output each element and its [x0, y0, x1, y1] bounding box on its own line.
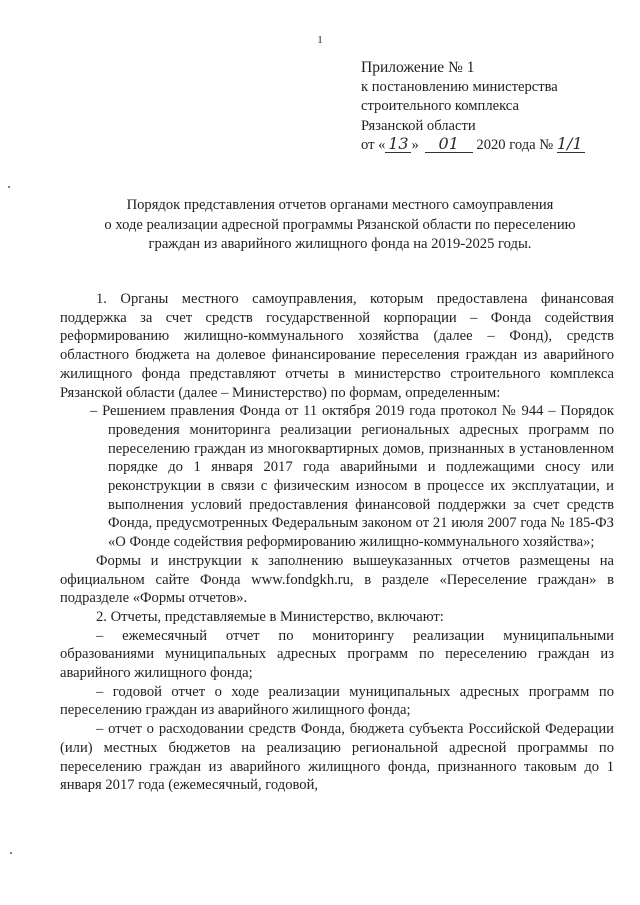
- doc-number-handwritten: 1/1: [557, 136, 585, 153]
- appendix-line-1: Приложение № 1: [361, 59, 475, 76]
- appendix-line-3: строительного комплекса: [361, 98, 519, 114]
- document-body: [60, 290, 614, 795]
- paragraph-spending-report: – отчет о расходовании средств Фонда, бюджета субъекта Российской Федерации (или) местных бюджетов на реализацию региональной адресной программы по переселению граждан из аварийного жилищного фонда, признанного таковым до 1 января 2017 года (ежемесячный, годовой,: [60, 721, 614, 794]
- date-month-handwritten: 01: [425, 136, 473, 153]
- paragraph-2: 2. Отчеты, представляемые в Министерство, включают:: [96, 608, 444, 625]
- paragraph-monthly-report: – ежемесячный отчет по мониторингу реализации муниципальными образованиями муниципальных адресных программ по переселению граждан из аварийного жилищного фонда;: [60, 627, 614, 682]
- paragraph-forms: Формы и инструкции к заполнению вышеуказанных отчетов размещены на официальном сайте Фонда www.fondgkh.ru, в разделе «Переселение граждан» в подразделе «Формы отчетов».: [60, 552, 614, 607]
- date-mid: »: [411, 137, 419, 153]
- title-line-3: граждан из аварийного жилищного фонда на 2019-2025 годы.: [148, 236, 532, 252]
- title-line-2: о ходе реализации адресной программы Рязанской области по переселению: [104, 216, 576, 233]
- date-prefix: от «: [361, 137, 386, 153]
- paragraph-1: 1. Органы местного самоуправления, которым предоставлена финансовая поддержка за счет средств государственной корпорации – Фонда содействия реформированию жилищно-коммунального хозяйства (далее – Фонд), средств областного бюджета на долевое финансирование переселения граждан из аварийного жилищного фонда представляют отчеты в министерство строительного комплекса Рязанской области (далее – Министерство) по формам, определенным:: [60, 291, 614, 401]
- page-number: 1: [317, 34, 323, 46]
- date-suffix: 2020 года №: [476, 137, 554, 153]
- scan-speck: [8, 186, 10, 188]
- scan-speck: [10, 852, 12, 854]
- document-title: [60, 196, 620, 255]
- title-line-1: Порядок представления отчетов органами местного самоуправления: [126, 197, 554, 213]
- appendix-line-2: к постановлению министерства: [361, 78, 558, 95]
- appendix-line-4: Рязанской области: [361, 117, 476, 134]
- date-day-handwritten: 13: [385, 136, 411, 153]
- bullet-fund-decision: – Решением правления Фонда от 11 октября 2019 года протокол № 944 – Порядок проведения мониторинга реализации региональных адресных программ по переселению граждан из многоквартирных домов, признанных в установленном порядке до 1 января 2017 года аварийными и подлежащими сносу или реконструкции в связи с физическим износом в процессе их эксплуатации, и выполнения условий предоставления финансовой поддержки за счет средств Фонда, предусмотренных Федеральным законом от 21 июля 2007 года № 185-ФЗ «О Фонде содействия реформированию жилищно-коммунального хозяйства»;: [90, 403, 614, 551]
- appendix-header: [361, 58, 631, 156]
- appendix-date-line: [361, 136, 631, 156]
- paragraph-annual-report: – годовой отчет о ходе реализации муниципальных адресных программ по переселению граждан из аварийного жилищного фонда;: [60, 683, 614, 719]
